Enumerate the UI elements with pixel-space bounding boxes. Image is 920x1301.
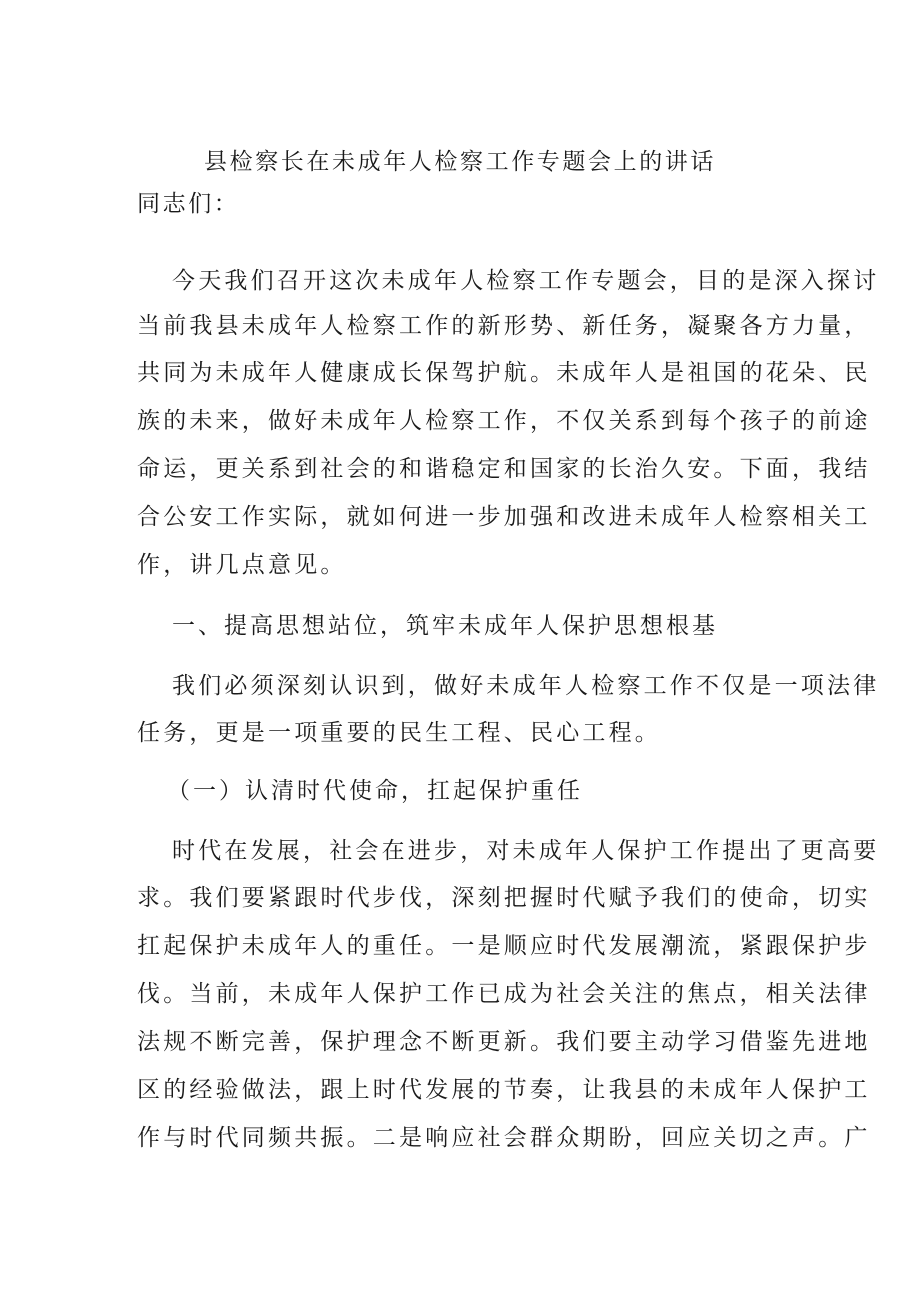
paragraph-line: 扛起保护未成年人的重任。一是顺应时代发展潮流，紧跟保护步 (137, 933, 871, 959)
paragraph-line: 族的未来，做好未成年人检察工作，不仅关系到每个孩子的前途 (137, 408, 871, 434)
paragraph-line: 当前我县未成年人检察工作的新形势、新任务，凝聚各方力量， (137, 313, 871, 339)
document-title: 县检察长在未成年人检察工作专题会上的讲话 (204, 149, 716, 175)
paragraph-line: 作，讲几点意见。 (137, 552, 347, 578)
paragraph-line: 命运，更关系到社会的和谐稳定和国家的长治久安。下面，我结 (137, 456, 871, 482)
section-heading: 一、提高思想站位，筑牢未成年人保护思想根基 (172, 613, 718, 639)
paragraph-line: 法规不断完善，保护理念不断更新。我们要主动学习借鉴先进地 (137, 1029, 871, 1055)
paragraph-line: 求。我们要紧跟时代步伐，深刻把握时代赋予我们的使命，切实 (137, 885, 871, 911)
paragraph-line: 共同为未成年人健康成长保驾护航。未成年人是祖国的花朵、民 (137, 360, 871, 386)
paragraph-line: 合公安工作实际，就如何进一步加强和改进未成年人检察相关工 (137, 504, 871, 530)
paragraph-line: 任务，更是一项重要的民生工程、民心工程。 (137, 720, 661, 746)
paragraph-line: 我们必须深刻认识到，做好未成年人检察工作不仅是一项法律 (172, 673, 880, 699)
paragraph-line: 时代在发展，社会在进步，对未成年人保护工作提出了更高要 (172, 838, 880, 864)
paragraph-line: 今天我们召开这次未成年人检察工作专题会，目的是深入探讨 (172, 268, 880, 294)
salutation: 同志们： (137, 191, 240, 217)
paragraph-line: 区的经验做法，跟上时代发展的节奏，让我县的未成年人保护工 (137, 1077, 871, 1103)
subsection-heading: （一）认清时代使命，扛起保护重任 (167, 778, 583, 804)
paragraph-line: 伐。当前，未成年人保护工作已成为社会关注的焦点，相关法律 (137, 981, 871, 1007)
paragraph-line: 作与时代同频共振。二是响应社会群众期盼，回应关切之声。广 (137, 1125, 871, 1151)
